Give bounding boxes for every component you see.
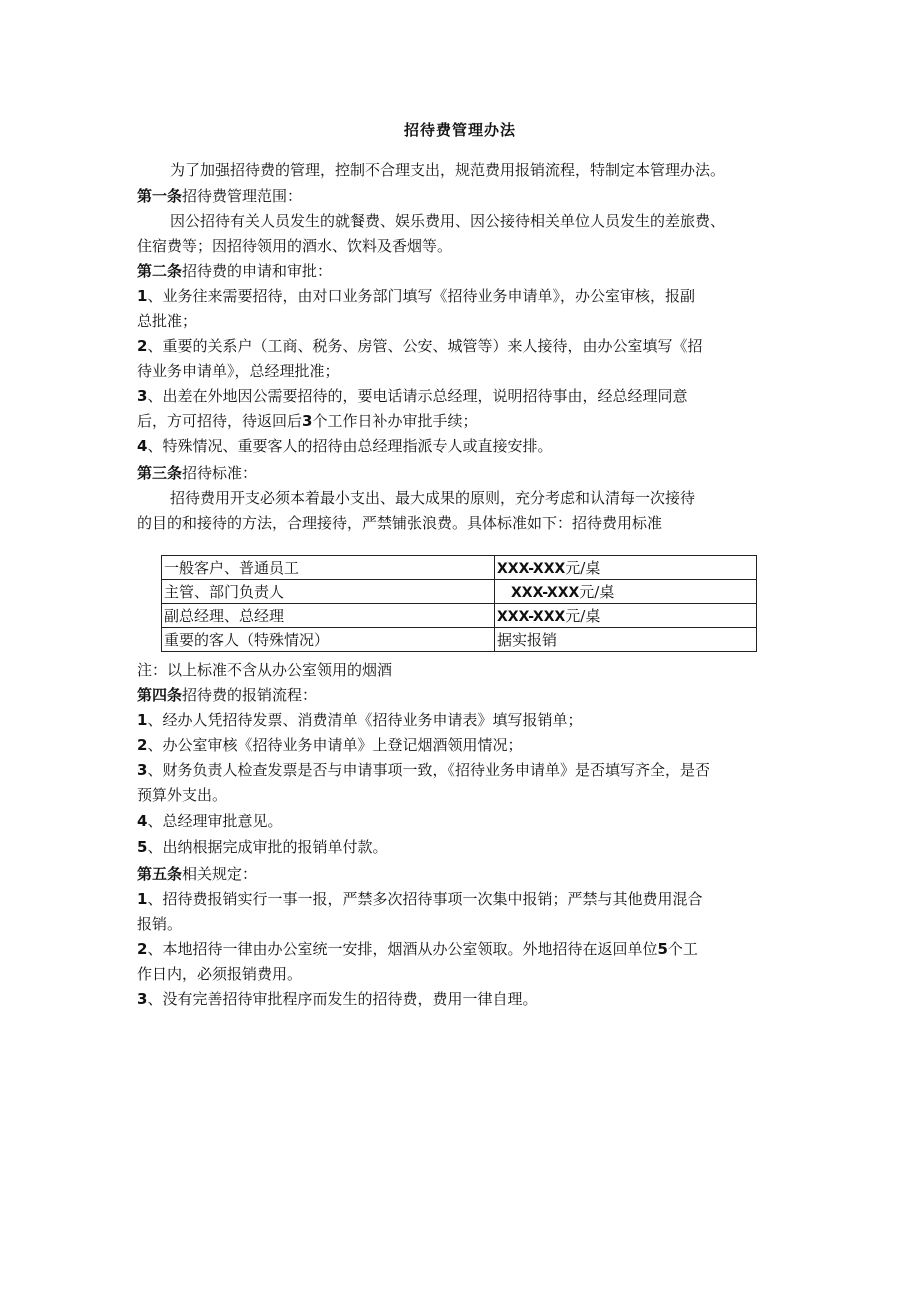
amount-unit: 元/桌 <box>565 607 601 625</box>
inline-number: 5 <box>657 940 668 958</box>
section-2-item-3 <box>137 386 687 406</box>
item-number: 2 <box>137 736 148 754</box>
section-2-item-2 <box>137 336 702 356</box>
section-2-item-3-cont <box>137 411 477 431</box>
section-4-item-2 <box>137 735 522 755</box>
section-1-label: 第一条 <box>137 187 183 205</box>
table-cell-guest: 一般客户、普通员工 <box>162 556 495 580</box>
item-number: 2 <box>137 337 148 355</box>
section-1-text-line-2: 住宿费等；因招待领用的酒水、饮料及香烟等。 <box>137 237 453 255</box>
item-text: 、招待费报销实行一事一报，严禁多次招待事项一次集中报销；严禁与其他费用混合 <box>147 890 703 908</box>
section-2-item-4 <box>137 436 552 456</box>
item-text: 、业务往来需要招待，由对口业务部门填写《招待业务申请单》，办公室审核，报副 <box>147 287 695 305</box>
hospitality-standard-table <box>161 555 757 652</box>
section-4-item-3 <box>137 760 710 780</box>
document-title: 招待费管理办法 <box>403 121 516 139</box>
item-number: 3 <box>137 761 148 779</box>
item-text: 个工 <box>667 940 698 958</box>
table-cell-amount: 据实报销 <box>495 628 757 652</box>
section-2-item-1-cont: 总批准； <box>137 312 198 330</box>
table-cell-guest: 主管、部门负责人 <box>162 580 495 604</box>
section-3-text-line-2: 的目的和接待的方法，合理接待，严禁铺张浪费。具体标准如下：招待费用标准 <box>137 514 663 532</box>
item-number: 3 <box>137 387 148 405</box>
amount-range: XXX-XXX <box>497 609 566 625</box>
item-number: 4 <box>137 812 148 830</box>
section-3-text-line-1: 招待费用开支必须本着最小支出、最大成果的原则，充分考虑和认清每一次接待 <box>170 489 696 507</box>
item-text: 、经办人凭招待发票、消费清单《招待业务申请表》填写报销单； <box>147 711 583 729</box>
amount-range: XXX-XXX <box>511 585 580 601</box>
section-5-item-3 <box>137 989 537 1009</box>
section-4-item-5 <box>137 837 387 857</box>
section-1-subject: 招待费管理范围： <box>182 187 303 205</box>
section-1-text-line-1: 因公招待有关人员发生的就餐费、娱乐费用、因公接待相关单位人员发生的差旅费、 <box>170 212 726 230</box>
item-text: 、财务负责人检查发票是否与申请事项一致，《招待业务申请单》是否填写齐全，是否 <box>147 761 710 779</box>
item-text: 个工作日补办审批手续； <box>312 412 478 430</box>
item-text: 后，方可招待，待返回后 <box>137 412 303 430</box>
section-4-heading-line <box>137 685 317 705</box>
section-5-subject: 相关规定： <box>182 865 258 883</box>
section-5-heading-line <box>137 864 257 884</box>
section-4-item-1 <box>137 710 582 730</box>
item-text: 、总经理审批意见。 <box>147 812 283 830</box>
section-5-item-1 <box>137 889 702 909</box>
item-text: 、本地招待一律由办公室统一安排，烟酒从办公室领取。外地招待在返回单位 <box>147 940 658 958</box>
section-3-subject: 招待标准： <box>182 464 258 482</box>
item-text: 、没有完善招待审批程序而发生的招待费，费用一律自理。 <box>147 990 538 1008</box>
item-text: 、出差在外地因公需要招待的，要电话请示总经理，说明招待事由，经总经理同意 <box>147 387 688 405</box>
section-4-item-4 <box>137 811 282 831</box>
item-text: 、重要的关系户（工商、税务、房管、公安、城管等）来人接待，由办公室填写《招 <box>147 337 703 355</box>
section-4-subject: 招待费的报销流程： <box>182 686 318 704</box>
section-3-heading-line <box>137 463 257 483</box>
amount-unit: 元/桌 <box>579 583 615 601</box>
amount-range: XXX-XXX <box>497 561 566 577</box>
table-row <box>162 628 757 652</box>
item-number: 1 <box>137 287 148 305</box>
section-1-heading-line <box>137 186 302 206</box>
section-5-item-1-cont: 报销。 <box>137 915 183 933</box>
section-4-label: 第四条 <box>137 686 183 704</box>
section-2-heading-line <box>137 261 332 281</box>
table-row <box>162 580 757 604</box>
section-4-item-3-cont: 预算外支出。 <box>137 786 228 804</box>
item-number: 2 <box>137 940 148 958</box>
section-5-label: 第五条 <box>137 865 183 883</box>
table-cell-guest: 副总经理、总经理 <box>162 604 495 628</box>
intro-paragraph: 为了加强招待费的管理，控制不合理支出，规范费用报销流程，特制定本管理办法。 <box>170 161 726 179</box>
item-number: 1 <box>137 711 148 729</box>
table-cell-guest: 重要的客人（特殊情况） <box>162 628 495 652</box>
section-2-item-2-cont: 待业务申请单》，总经理批准； <box>137 362 340 380</box>
item-number: 1 <box>137 890 148 908</box>
table-row <box>162 604 757 628</box>
table-row <box>162 556 757 580</box>
table-cell-amount <box>495 604 757 628</box>
section-2-label: 第二条 <box>137 262 183 280</box>
item-number: 5 <box>137 838 148 856</box>
item-text: 、特殊情况、重要客人的招待由总经理指派专人或直接安排。 <box>147 437 553 455</box>
section-5-item-2 <box>137 939 698 959</box>
item-number: 4 <box>137 437 148 455</box>
amount-unit: 元/桌 <box>565 559 601 577</box>
section-3-label: 第三条 <box>137 464 183 482</box>
inline-number: 3 <box>302 412 313 430</box>
item-number: 3 <box>137 990 148 1008</box>
item-text: 、出纳根据完成审批的报销单付款。 <box>147 838 388 856</box>
table-cell-amount <box>495 556 757 580</box>
table-cell-amount <box>495 580 757 604</box>
item-text: 、办公室审核《招待业务申请单》上登记烟酒领用情况； <box>147 736 523 754</box>
table-note: 注：以上标准不含从办公室领用的烟酒 <box>137 661 393 679</box>
section-2-item-1 <box>137 286 695 306</box>
section-2-subject: 招待费的申请和审批： <box>182 262 333 280</box>
section-5-item-2-cont: 作日内，必须报销费用。 <box>137 965 303 983</box>
